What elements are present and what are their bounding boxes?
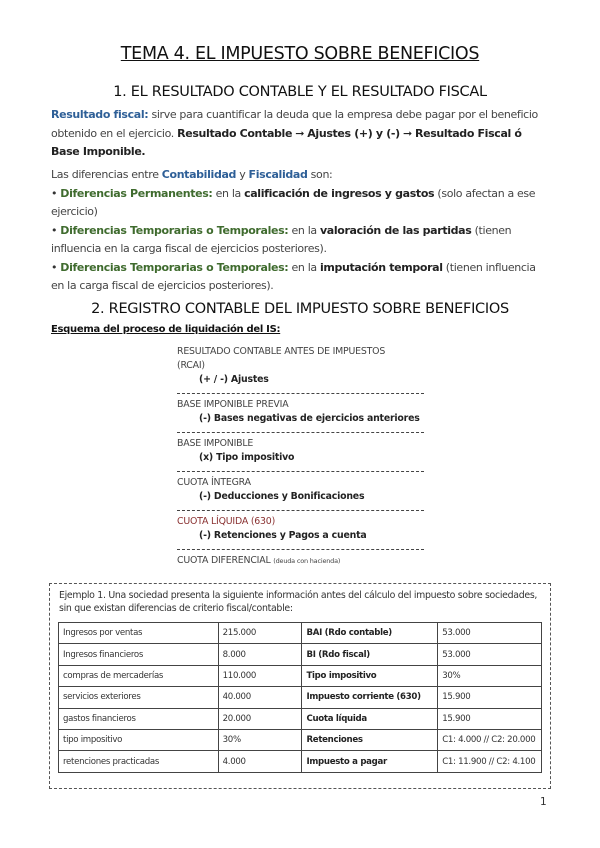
scheme-label-rcai-abbr: (RCAI): [177, 360, 205, 371]
table-row: [59, 687, 542, 708]
differences-block: [51, 166, 551, 296]
bullet-bold: valoración de las partidas: [319, 223, 472, 237]
bullet-bold: imputación temporal: [319, 260, 443, 274]
bullet-text: en la: [212, 186, 245, 200]
section-1-body: [51, 106, 551, 162]
scheme-label-bi-previa: BASE IMPONIBLE PREVIA: [177, 399, 289, 410]
bullet-item: [51, 222, 551, 259]
bullet-item: [51, 259, 551, 296]
bullet-text: (solo afectan a ese ejercicio): [51, 186, 536, 218]
definition-text: sirve para cuantificar la deuda que la empresa debe pagar por el beneficio obtenido en el ejercicio.: [51, 108, 538, 140]
bullet-term: Diferencias Temporarias o Temporales:: [60, 223, 289, 237]
example-table: [58, 622, 542, 773]
formula-part-1: Resultado Contable: [177, 126, 293, 140]
scheme-label-cuota-diferencial: [177, 554, 424, 568]
table-cell: Impuesto corriente (630): [302, 687, 438, 708]
table-cell: Ingresos por ventas: [59, 623, 219, 644]
scheme-step-deducciones: (-) Deducciones y Bonificaciones: [199, 491, 365, 502]
table-cell: 215.000: [218, 623, 302, 644]
bullet-icon: •: [51, 186, 58, 200]
table-cell: compras de mercaderías: [59, 665, 219, 686]
table-row: [59, 751, 542, 772]
table-cell: gastos financieros: [59, 708, 219, 729]
document-title: TEMA 4. EL IMPUESTO SOBRE BENEFICIOS: [120, 44, 480, 64]
table-cell: 30%: [438, 665, 542, 686]
scheme-label-cuota-liquida: CUOTA LÍQUIDA (630): [177, 516, 276, 527]
table-cell: 15.900: [438, 687, 542, 708]
scheme-divider: [177, 393, 424, 394]
term-fiscalidad: Fiscalidad: [248, 168, 308, 181]
table-cell: servicios exteriores: [59, 687, 219, 708]
bullet-item: [51, 185, 551, 222]
table-cell: tipo impositivo: [59, 729, 219, 750]
esquema-title: Esquema del proceso de liquidación del IS:: [51, 324, 281, 335]
scheme-divider: [177, 549, 424, 550]
table-cell: C1: 11.900 // C2: 4.100: [438, 751, 542, 772]
arrow-icon: ➞: [295, 126, 305, 140]
bullet-text: en la: [288, 260, 320, 274]
formula-part-2: Ajustes (+) y (-): [307, 126, 400, 140]
table-cell: Impuesto a pagar: [302, 751, 438, 772]
arrow-icon: ➞: [402, 126, 412, 140]
bullet-icon: •: [51, 223, 58, 237]
bullet-text: (tienen influencia en la carga fiscal de ejercicios posteriores).: [51, 260, 536, 292]
scheme-divider: [177, 432, 424, 433]
table-cell: C1: 4.000 // C2: 20.000: [438, 729, 542, 750]
table-cell: 110.000: [218, 665, 302, 686]
bullet-bold: calificación de ingresos y gastos: [244, 186, 435, 200]
scheme-step-ajustes: (+ / -) Ajustes: [199, 374, 269, 385]
scheme-label-cuota-integra: CUOTA ÍNTEGRA: [177, 477, 251, 488]
example-text: Ejemplo 1. Una sociedad presenta la siguiente información antes del cálculo del impuesto sobre sociedades, sin que existan diferencias de criterio fiscal/contable:: [59, 590, 538, 614]
table-cell: 53.000: [438, 623, 542, 644]
table-cell: 8.000: [218, 644, 302, 665]
table-row: [59, 729, 542, 750]
scheme-step-retenciones: (-) Retenciones y Pagos a cuenta: [199, 530, 367, 541]
scheme-label-bi: BASE IMPONIBLE: [177, 438, 254, 449]
cuota-diferencial-text: CUOTA DIFERENCIAL: [177, 555, 271, 566]
table-cell: 40.000: [218, 687, 302, 708]
liquidation-scheme: [177, 345, 424, 568]
table-cell: 20.000: [218, 708, 302, 729]
table-cell: Cuota líquida: [302, 708, 438, 729]
table-row: [59, 665, 542, 686]
intro-text: Las diferencias entre: [51, 168, 162, 181]
table-row: [59, 644, 542, 665]
table-cell: Tipo impositivo: [302, 665, 438, 686]
term-contabilidad: Contabilidad: [161, 168, 237, 181]
table-row: [59, 708, 542, 729]
formula-part-3: Resultado Fiscal ó Base Imponible.: [51, 126, 522, 158]
table-cell: Retenciones: [302, 729, 438, 750]
bullet-term: Diferencias Permanentes:: [60, 186, 213, 200]
definition-paragraph: [51, 106, 551, 162]
scheme-step-tipo: (x) Tipo impositivo: [199, 452, 295, 463]
definition-term: Resultado fiscal:: [51, 108, 149, 121]
table-cell: Ingresos financieros: [59, 644, 219, 665]
bullet-term: Diferencias Temporarias o Temporales:: [60, 260, 289, 274]
differences-intro: [51, 166, 551, 185]
table-cell: 15.900: [438, 708, 542, 729]
table-cell: BAI (Rdo contable): [302, 623, 438, 644]
table-cell: 4.000: [218, 751, 302, 772]
bullet-text: (tienen influencia en la carga fiscal de ejercicios posteriores).: [51, 223, 512, 255]
section-2-heading: 2. REGISTRO CONTABLE DEL IMPUESTO SOBRE BENEFICIOS: [91, 301, 509, 317]
section-1-heading: 1. EL RESULTADO CONTABLE Y EL RESULTADO FISCAL: [113, 84, 487, 100]
table-cell: BI (Rdo fiscal): [302, 644, 438, 665]
scheme-divider: [177, 471, 424, 472]
page-number: 1: [540, 796, 547, 808]
intro-text: y: [236, 168, 249, 181]
table-cell: 53.000: [438, 644, 542, 665]
table-cell: 30%: [218, 729, 302, 750]
bullet-text: en la: [288, 223, 320, 237]
example-box: [49, 583, 551, 789]
scheme-label-rcai: RESULTADO CONTABLE ANTES DE IMPUESTOS: [177, 346, 386, 357]
scheme-step-bases-negativas: (-) Bases negativas de ejercicios anteriores: [199, 413, 420, 424]
bullet-icon: •: [51, 260, 58, 274]
scheme-divider: [177, 510, 424, 511]
table-cell: retenciones practicadas: [59, 751, 219, 772]
table-row: [59, 623, 542, 644]
intro-text: son:: [307, 168, 333, 181]
cuota-diferencial-note: (deuda con hacienda): [273, 557, 341, 565]
